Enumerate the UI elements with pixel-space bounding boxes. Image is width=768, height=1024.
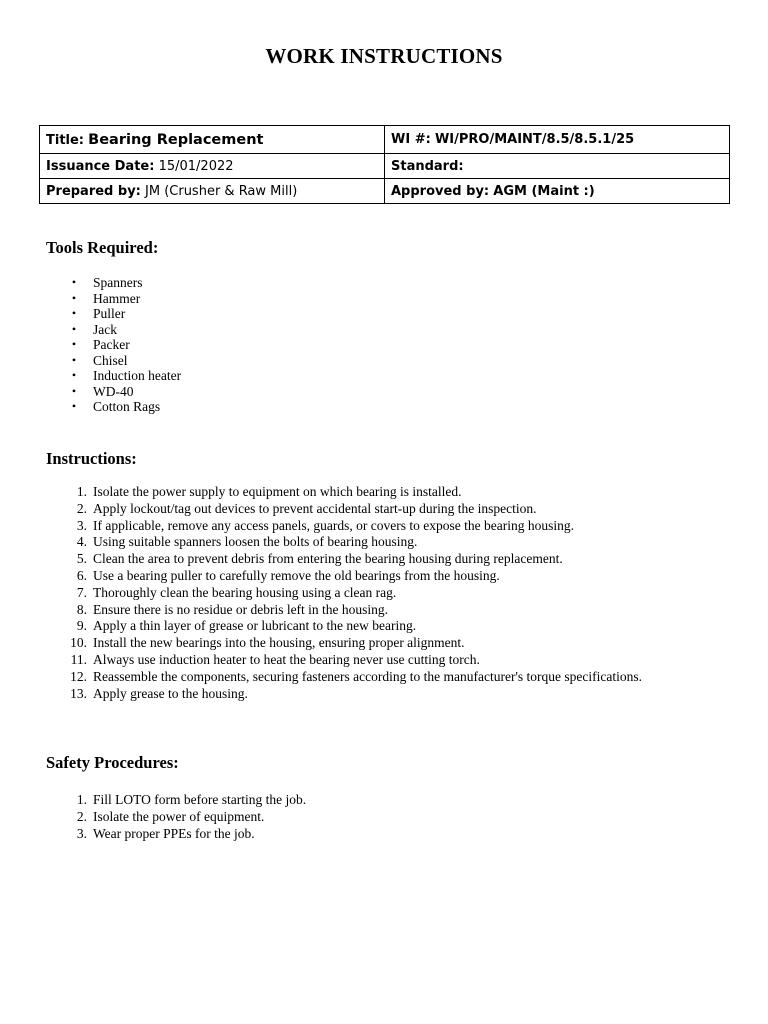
instruction-item (70, 635, 653, 652)
title-label: Title: (46, 132, 85, 148)
standard-cell (385, 154, 730, 179)
instruction-item (70, 651, 653, 669)
tool-item-label: Spanners (93, 275, 143, 290)
instruction-item-text: Install the new bearings into the housing, ensuring proper alignment. (93, 635, 465, 651)
tools-list (71, 275, 182, 415)
instruction-item (76, 618, 653, 635)
safety-item-number: 2. (76, 808, 87, 824)
instruction-item-number: 8. (76, 601, 87, 617)
safety-item-number: 1. (76, 792, 87, 807)
instruction-item (76, 484, 653, 501)
instruction-item-number: 2. (76, 500, 87, 516)
approved-by-label: Approved by: (391, 183, 490, 199)
tool-item-label: Chisel (93, 352, 128, 368)
bullet-icon: • (71, 290, 77, 305)
instruction-item-text: Using suitable spanners loosen the bolts of bearing housing. (93, 534, 418, 550)
wi-number-label: WI #: (391, 132, 431, 147)
instruction-item-text: Thoroughly clean the bearing housing using a clean rag. (93, 584, 397, 600)
tool-item-label: Hammer (93, 290, 141, 306)
safety-list (76, 792, 307, 842)
page-title: WORK INSTRUCTIONS (265, 44, 503, 68)
tool-item (71, 275, 181, 291)
instruction-item-text: Apply grease to the housing. (93, 685, 248, 701)
bullet-icon: • (71, 337, 77, 351)
safety-item-text: Isolate the power of equipment. (93, 808, 265, 824)
tool-item (71, 399, 181, 415)
instruction-item-text: Ensure there is no residue or debris left in the housing. (93, 601, 389, 617)
instruction-item-text: Reassemble the components, securing fasteners according to the manufacturer's torque specifications. (93, 668, 642, 684)
tool-item (71, 352, 181, 369)
tools-heading: Tools Required: (46, 238, 159, 257)
instruction-item-text: Clean the area to prevent debris from entering the bearing housing during replacement. (93, 551, 563, 567)
instruction-item-number: 4. (76, 534, 87, 550)
title-value: Bearing Replacement (88, 131, 264, 148)
tool-item (71, 368, 182, 384)
tool-item-label: Jack (93, 321, 117, 337)
tool-item (71, 306, 181, 322)
safety-item-number: 3. (76, 825, 87, 841)
instruction-item-text: If applicable, remove any access panels, guards, or covers to expose the bearing housing. (93, 517, 574, 533)
tool-item (71, 383, 181, 400)
instruction-item-text: Apply lockout/tag out devices to prevent accidental start-up during the inspection. (93, 500, 537, 516)
tool-item (71, 290, 181, 307)
safety-item-text: Fill LOTO form before starting the job. (93, 792, 307, 807)
info-row-title (40, 126, 730, 154)
bullet-icon: • (71, 275, 77, 289)
issuance-date-value: 15/01/2022 (158, 158, 234, 174)
instruction-item (76, 534, 653, 551)
instruction-item-number: 1. (76, 484, 87, 499)
safety-item (76, 825, 306, 843)
tool-item (71, 321, 181, 338)
instructions-heading: Instructions: (46, 449, 137, 468)
title-cell (40, 126, 385, 154)
prepared-by-cell (40, 179, 385, 204)
safety-heading: Safety Procedures: (46, 753, 179, 772)
bullet-icon: • (71, 352, 77, 367)
instruction-item-number: 12. (70, 668, 87, 684)
instruction-item-number: 13. (70, 685, 87, 701)
instruction-item (76, 500, 653, 518)
bullet-icon: • (71, 368, 77, 382)
instruction-item-text: Apply a thin layer of grease or lubricant to the new bearing. (93, 618, 417, 634)
info-table (39, 125, 730, 204)
instruction-item-text: Isolate the power supply to equipment on which bearing is installed. (93, 484, 462, 499)
tool-item-label: Packer (93, 337, 130, 352)
bullet-icon: • (71, 306, 77, 320)
approved-by-cell (385, 179, 730, 204)
wi-number-value: WI/PRO/MAINT/8.5/8.5.1/25 (434, 132, 635, 147)
wi-number-cell (385, 126, 730, 154)
instruction-item-number: 11. (70, 651, 87, 667)
tool-item-label: Induction heater (93, 368, 182, 383)
bullet-icon: • (71, 383, 77, 398)
tool-item-label: Cotton Rags (93, 399, 161, 414)
tool-item-label: WD-40 (93, 383, 134, 399)
instruction-item-number: 7. (76, 584, 87, 600)
prepared-by-value: JM (Crusher & Raw Mill) (145, 183, 298, 199)
bullet-icon: • (71, 321, 77, 336)
instruction-item (76, 567, 653, 585)
instruction-item-text: Use a bearing puller to carefully remove the old bearings from the housing. (93, 567, 500, 583)
prepared-by-label: Prepared by: (46, 183, 141, 199)
instructions-list (70, 484, 653, 702)
instruction-item-number: 9. (76, 618, 87, 634)
tool-item (71, 337, 181, 353)
instruction-item-number: 3. (76, 517, 87, 533)
standard-label: Standard: (391, 158, 464, 174)
issuance-date-label: Issuance Date: (46, 158, 155, 174)
instruction-item (76, 601, 653, 619)
instruction-item-number: 5. (76, 551, 87, 567)
info-row-prepared (40, 179, 730, 204)
safety-item (76, 808, 306, 826)
instruction-item (76, 517, 653, 535)
approved-by-value: AGM (Maint :) (493, 183, 595, 199)
safety-item-text: Wear proper PPEs for the job. (93, 825, 255, 841)
tool-item-label: Puller (93, 306, 126, 321)
instruction-item (70, 668, 653, 686)
instruction-item (70, 685, 653, 703)
safety-item (76, 792, 307, 809)
info-row-issuance (40, 154, 730, 179)
issuance-date-cell (40, 154, 385, 179)
instruction-item (76, 551, 653, 568)
instruction-item-number: 6. (76, 567, 87, 583)
bullet-icon: • (71, 399, 77, 413)
instruction-item-text: Always use induction heater to heat the bearing never use cutting torch. (93, 651, 480, 667)
instruction-item-number: 10. (70, 635, 87, 651)
instruction-item (76, 584, 653, 602)
